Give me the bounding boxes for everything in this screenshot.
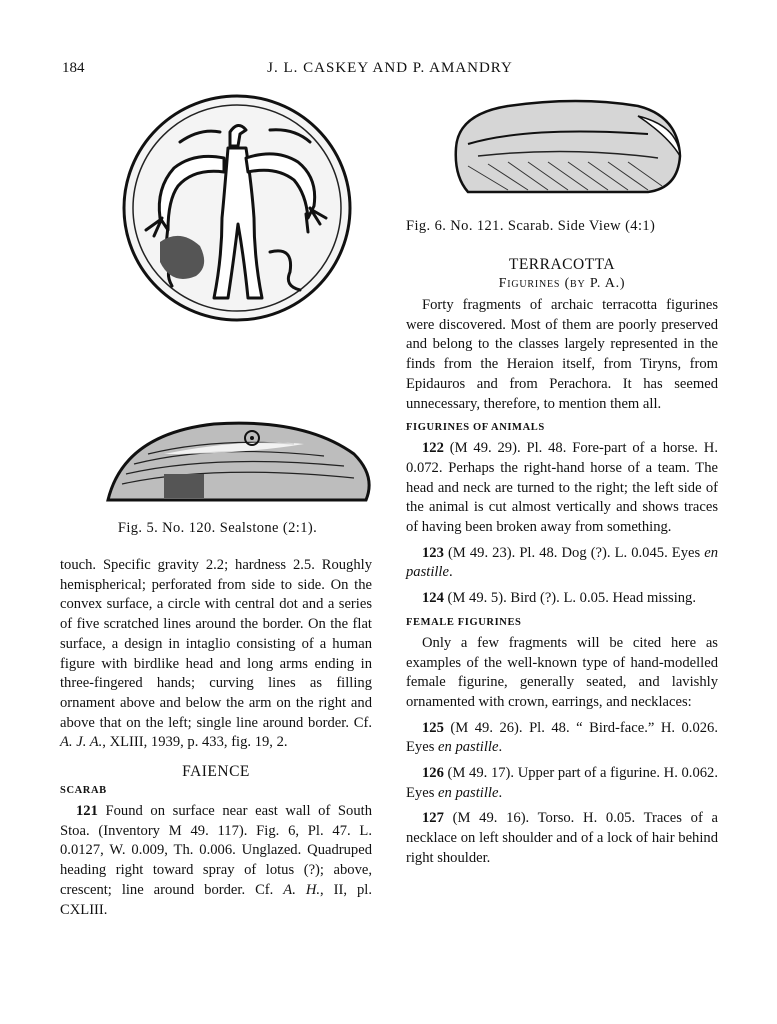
- citation-detail: , XLIII, 1939, p. 433, fig. 19, 2.: [102, 734, 288, 751]
- animals-subheading: FIGURINES OF ANIMALS: [406, 422, 545, 434]
- fig6-caption: Fig. 6. No. 121. Scarab. Side View (4:1): [406, 218, 656, 234]
- entry-text: (M 49. 5). Bird (?). L. 0.05. Head missing.: [443, 590, 697, 607]
- entry-tail: .: [448, 564, 453, 581]
- entry-italic: A. H.: [283, 881, 321, 898]
- entry-text: (M 49. 17). Upper part of a figurine. H. 0.062. Eyes: [406, 765, 718, 801]
- page-number: 184: [62, 60, 85, 76]
- sealstone-profile-drawing: [104, 414, 378, 510]
- entry-123: [406, 544, 718, 583]
- entry-tail: , II, pl. CXLIII.: [60, 881, 372, 918]
- running-title: J. L. CASKEY AND P. AMANDRY: [267, 60, 513, 76]
- entry-125: [406, 719, 718, 758]
- entry-127: [406, 809, 718, 868]
- entry-number: 125: [422, 719, 444, 736]
- sealstone-intaglio-drawing: [120, 92, 355, 324]
- entry-text: (M 49. 29). Pl. 48. Fore-part of a horse. H. 0.072. Perhaps the right-hand horse of a team. The head and neck are turned to the right; the left side of the animal is cut almost vertically and shows traces of having been broken away from something.: [406, 440, 718, 536]
- entry-122: [406, 439, 718, 538]
- entry-124: [406, 589, 718, 609]
- right-column: [406, 256, 718, 869]
- entry-121: [60, 802, 372, 920]
- entry-number: 123: [422, 544, 444, 561]
- citation-journal: A. J. A.: [60, 734, 103, 751]
- faience-title: FAIENCE: [182, 763, 250, 781]
- terracotta-intro: Forty fragments of archaic terracotta figurines were discovered. Most of them are poorly preserved and belong to the classes largely represented in the finds from the Heraion itself, from Tiryns, from Epidauros and from Perachora. It has seemed unnecessary, therefore, to mention them all.: [406, 297, 718, 412]
- female-subheading: FEMALE FIGURINES: [406, 616, 522, 628]
- entry-number: 126: [422, 765, 444, 782]
- entry-tail: .: [498, 739, 503, 756]
- sealstone-description: [60, 556, 372, 753]
- entry-tail: .: [498, 784, 503, 801]
- fig5-caption: Fig. 5. No. 120. Sealstone (2:1).: [117, 520, 318, 536]
- entry-text: Found on surface near east wall of South Stoa. (Inventory M 49. 117). Fig. 6, Pl. 47. L. 0.0127, W. 0.009, Th. 0.006. Unglazed. Quadruped heading right toward spray of lotus (?); above, crescent; line around border. Cf.: [60, 803, 372, 898]
- entry-number: 121: [76, 803, 98, 820]
- entry-text: (M 49. 26). Pl. 48. “ Bird-face.” H. 0.026. Eyes: [406, 719, 718, 756]
- female-intro: Only a few fragments will be cited here as examples of the well-known type of hand-modelled female figurine, generally seated, and lavishly ornamented with crown, earrings, and necklaces:: [406, 634, 718, 710]
- left-column: [60, 556, 372, 920]
- entry-italic: en pastille: [438, 784, 499, 801]
- entry-number: 127: [422, 810, 444, 827]
- terracotta-title: TERRACOTTA: [508, 256, 616, 273]
- scarab-side-view-drawing: [448, 96, 688, 202]
- entry-text: (M 49. 23). Pl. 48. Dog (?). L. 0.045. Eyes: [443, 544, 705, 561]
- entry-italic: en pastille: [406, 544, 718, 581]
- entry-number: 124: [422, 590, 444, 607]
- entry-126: [406, 764, 718, 803]
- scarab-subheading: SCARAB: [60, 785, 107, 797]
- entry-number: 122: [422, 440, 444, 457]
- figurines-subtitle: Figurines (by P. A.): [498, 276, 626, 291]
- entry-text: (M 49. 16). Torso. H. 0.05. Traces of a necklace on left shoulder and of a lock of hair behind right shoulder.: [406, 810, 718, 866]
- entry-italic: en pastille: [438, 739, 499, 756]
- sealstone-description-text: touch. Specific gravity 2.2; hardness 2.5. Roughly hemispherical; perforated from side to side. On the convex surface, a circle with central dot and a series of five scratched lines around the border. On the flat surface, a design in intaglio consisting of a human figure with birdlike head and long arms ending in three-fingered hands; curving lines as filling ornament above and below the arm on the right and above that on the left; single line around border. Cf.: [60, 557, 372, 731]
